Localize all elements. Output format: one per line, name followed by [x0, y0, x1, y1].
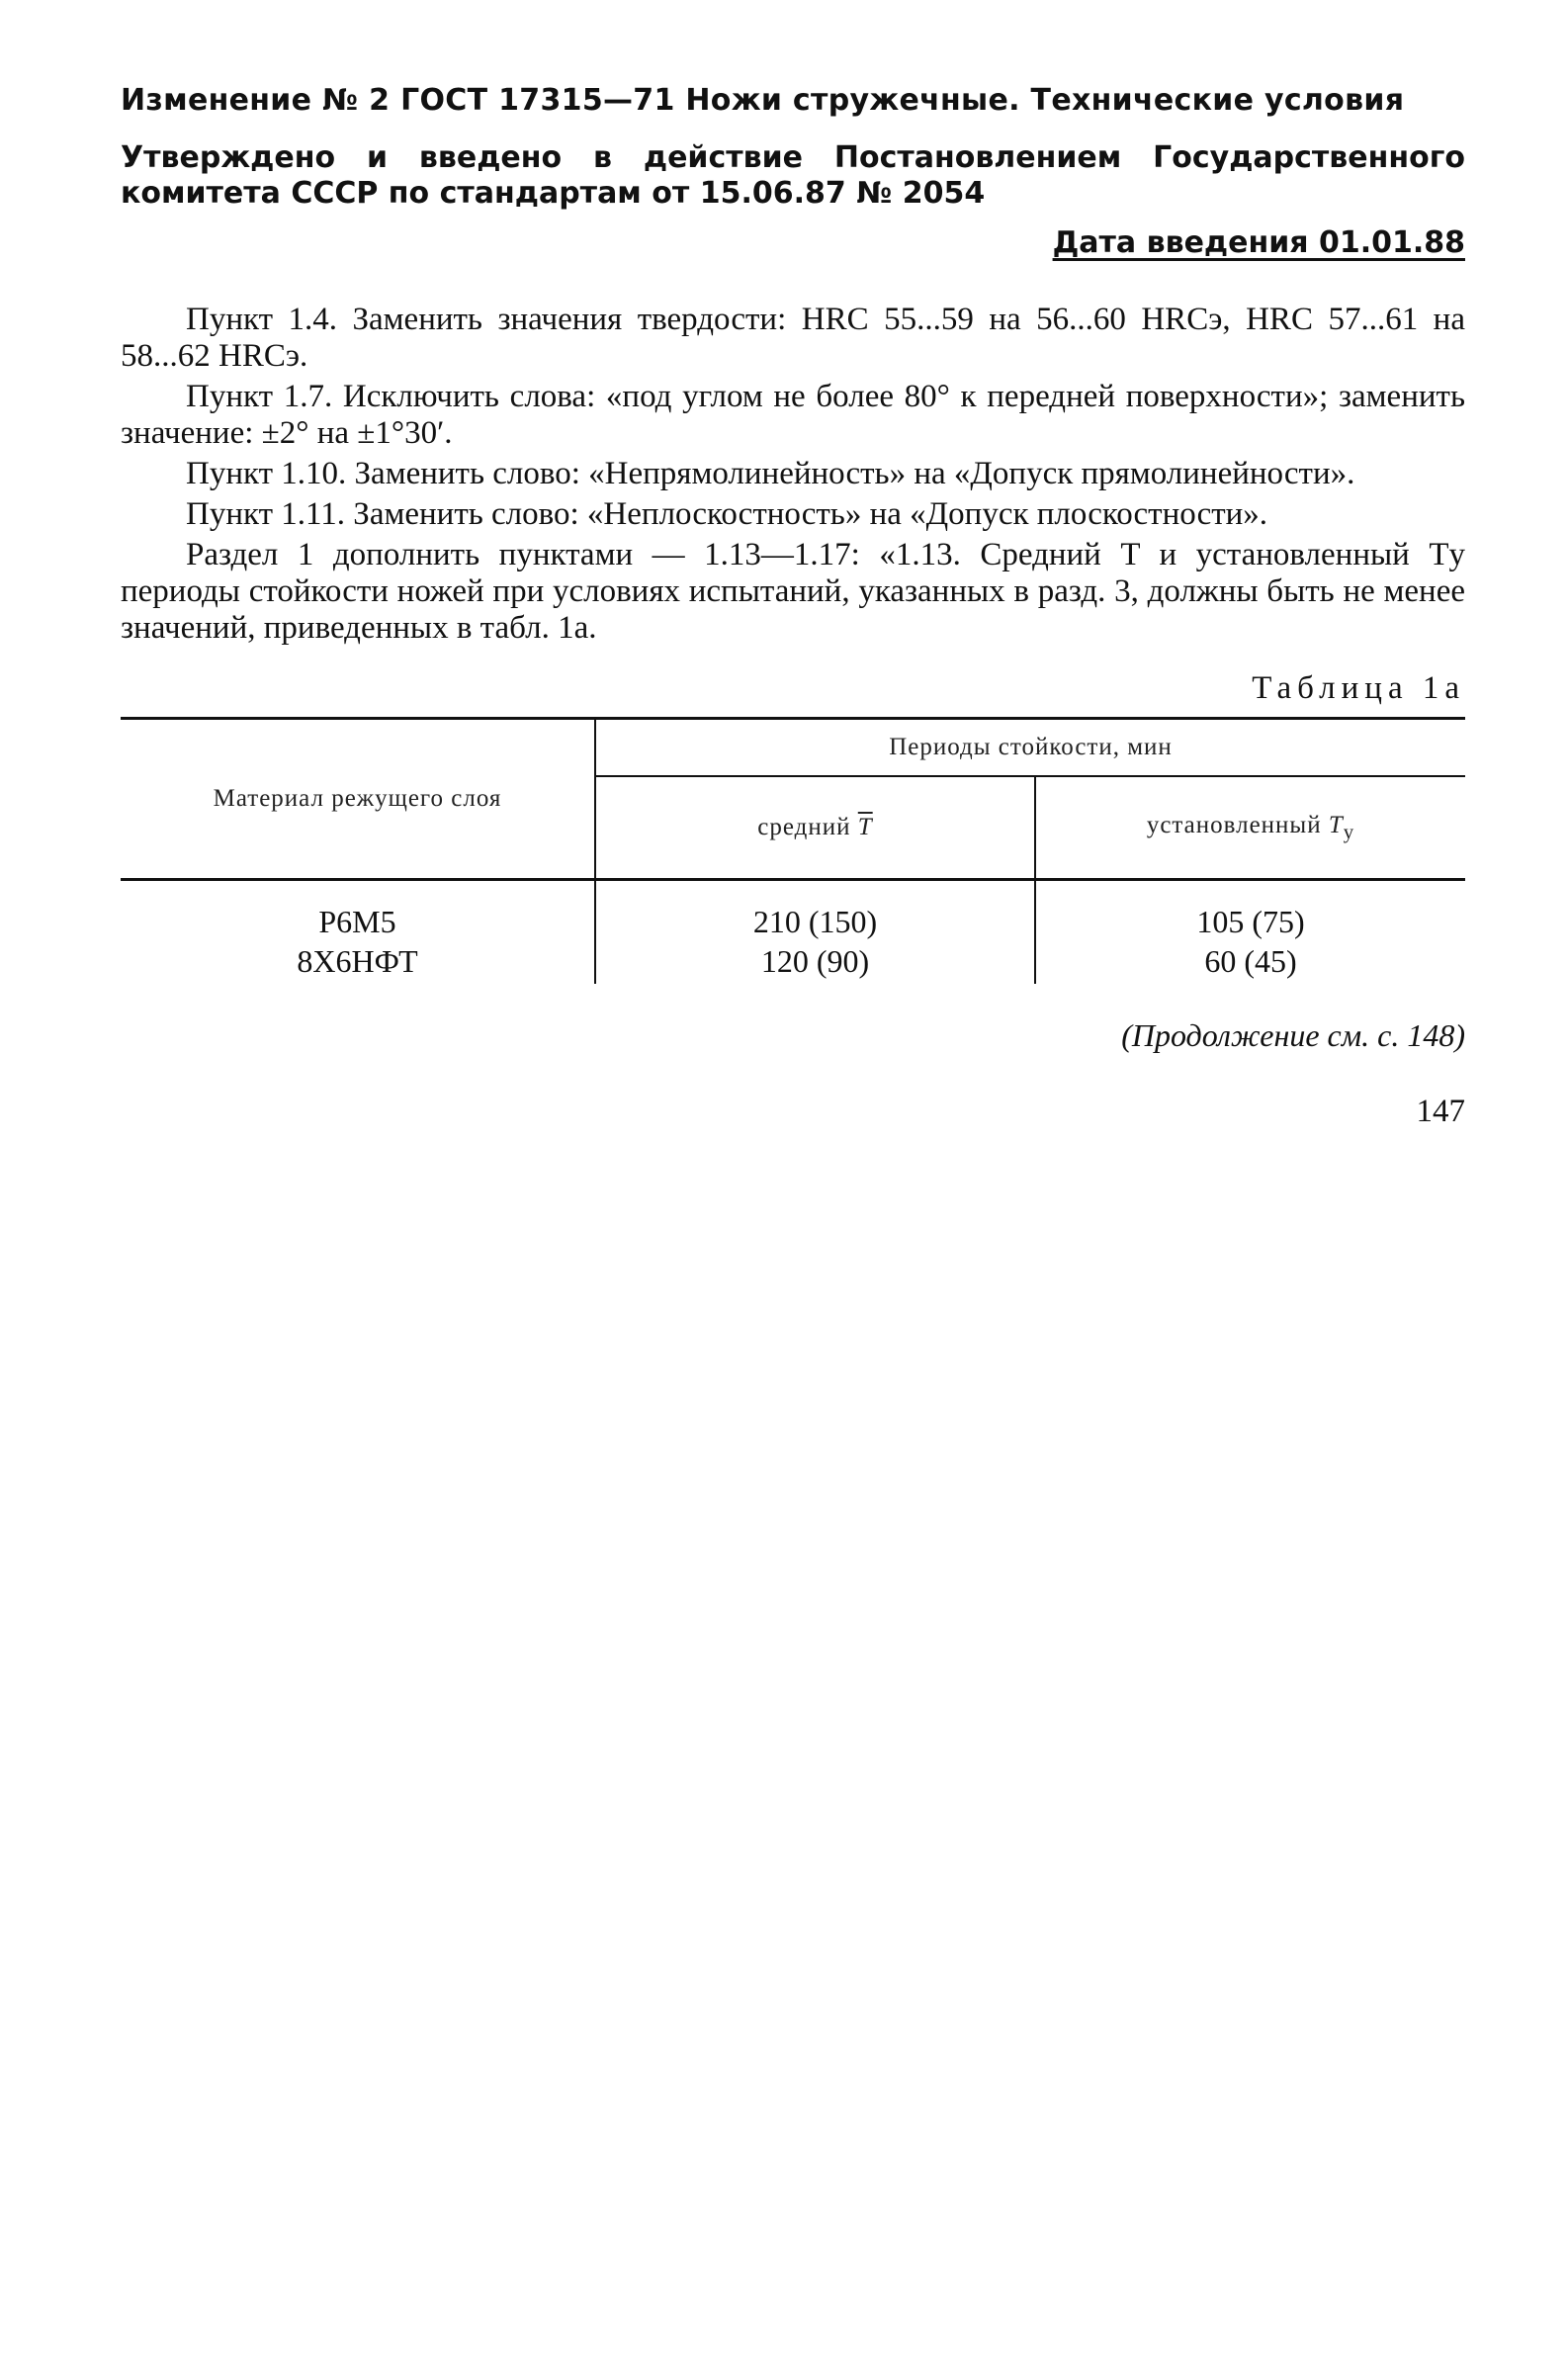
introduction-date-text: Дата введения 01.01.88 — [1052, 225, 1465, 260]
cell-material: 8Х6НФТ — [121, 944, 595, 984]
table-caption: Таблица 1а — [1252, 670, 1465, 706]
column-header-material: Материал режущего слоя — [121, 719, 595, 880]
amendment-title: Изменение № 2 ГОСТ 17315—71 Ножи стружечные. Технические условия — [121, 83, 1405, 118]
established-symbol-subscript: у — [1343, 819, 1355, 843]
cell-average: 120 (90) — [595, 944, 1035, 984]
paragraph-section-1: Раздел 1 дополнить пунктами — 1.13—1.17: «1.13. Средний T и установленный Tу периоды стойкости ножей при условиях испытаний, указанных в разд. 3, должны быть не менее значений, приведенных в табл. 1а. — [121, 537, 1465, 646]
table-row — [121, 944, 1465, 984]
column-header-average — [595, 776, 1035, 880]
approval-statement: Утверждено и введено в действие Постановлением Государственного комитета СССР по стандартам от 15.06.87 № 2054 — [121, 140, 1465, 211]
cell-material: Р6М5 — [121, 880, 595, 945]
average-symbol: $\overline{T}$ — [857, 814, 873, 840]
cell-average: 210 (150) — [595, 880, 1035, 945]
established-label: установленный — [1146, 811, 1322, 838]
paragraph-item-1-7: Пункт 1.7. Исключить слова: «под углом не более 80° к передней поверхности»; заменить значение: ±2° на ±1°30′. — [121, 379, 1465, 451]
column-header-established — [1035, 776, 1465, 880]
paragraph-item-1-11: Пункт 1.11. Заменить слово: «Неплоскостность» на «Допуск плоскостности». — [186, 496, 1268, 532]
durability-table — [121, 717, 1465, 984]
paragraph-item-1-4: Пункт 1.4. Заменить значения твердости: HRC 55...59 на 56...60 HRCэ, HRC 57...61 на 58...62 HRCэ. — [121, 302, 1465, 374]
introduction-date — [121, 225, 1465, 260]
cell-established: 60 (45) — [1204, 943, 1297, 979]
paragraph-item-1-10: Пункт 1.10. Заменить слово: «Непрямолинейность» на «Допуск прямолинейности». — [186, 456, 1355, 491]
column-group-header-periods: Периоды стойкости, мин — [595, 719, 1465, 777]
cell-established: 105 (75) — [1196, 904, 1305, 939]
page-number: 147 — [1416, 1094, 1465, 1129]
document-content — [121, 83, 1465, 1130]
continuation-note: (Продолжение см. с. 148) — [1121, 1017, 1465, 1053]
average-label: средний — [757, 814, 851, 840]
table-row — [121, 880, 1465, 945]
established-symbol: T — [1328, 811, 1344, 838]
